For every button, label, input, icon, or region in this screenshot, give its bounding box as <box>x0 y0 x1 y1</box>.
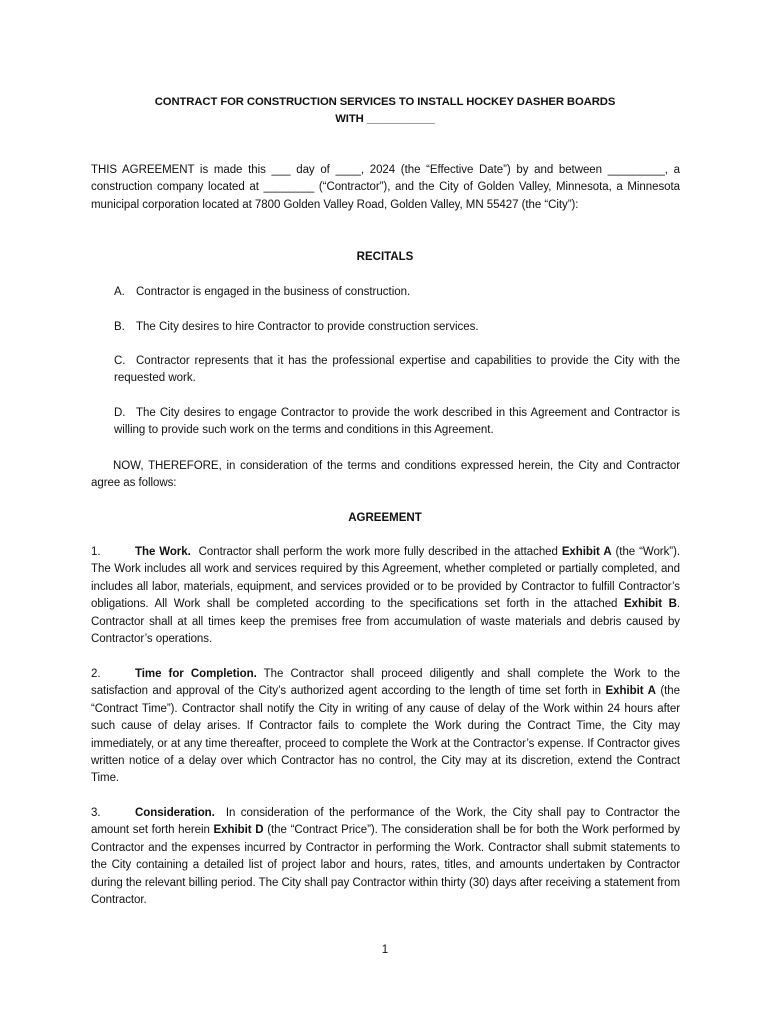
section-heading: The Work. <box>135 546 191 558</box>
section-number: 3. <box>91 807 101 819</box>
recital-text: The City desires to engage Contractor to provide the work described in this Agreement and Contractor is willing to provide such work on the terms and conditions in this Agreement. <box>114 407 680 437</box>
recital-b <box>114 319 680 336</box>
exhibit-reference: Exhibit D <box>213 824 264 837</box>
exhibit-reference: Exhibit A <box>605 685 656 698</box>
recitals-heading: RECITALS <box>356 251 414 263</box>
section-text: (the “Work”). The Work includes all work and services required by this Agreement, whether completed or partially completed, and includes all labor, materials, equipment, and services provided or to be provided by Contractor to fulfill Contractor’s obligations. All Work shall be completed according to the specifications set forth in the attached <box>91 546 680 611</box>
document-title-line-2: WITH ___________ <box>335 113 435 125</box>
recital-label: A. <box>114 286 125 298</box>
recital-label: B. <box>114 321 125 333</box>
section-heading: Time for Completion. <box>135 668 257 680</box>
recital-c <box>114 353 680 388</box>
recital-d <box>114 405 680 440</box>
recital-text: The City desires to hire Contractor to provide construction services. <box>136 321 479 333</box>
section-3-consideration <box>91 805 680 909</box>
section-text: . Contractor shall at all times keep the premises free from accumulation of waste materials and debris caused by Contractor’s operations. <box>91 598 680 646</box>
section-text: (the “Contract Time”). Contractor shall notify the City in writing of any cause of delay of the Work within 24 hours after such cause of delay arises. If Contractor fails to complete the Work during the Contract Time, the City may immediately, or at any time thereafter, proceed to complete the Work at the Contractor’s expense. If Contractor gives written notice of a delay over which Contractor has no control, the City may at its discretion, extend the Contract Time. <box>91 685 680 785</box>
intro-paragraph: THIS AGREEMENT is made this ___ day of ____, 2024 (the “Effective Date”) by and between _________, a construction company located at ________ (“Contractor”), and the City of Golden Valley, Minnesota, a Minnesota municipal corporation located at 7800 Golden Valley Road, Golden Valley, MN 55427 (the “City”): <box>91 164 680 211</box>
recital-text: Contractor represents that it has the professional expertise and capabilities to provide the City with the requested work. <box>114 355 680 385</box>
agreement-heading: AGREEMENT <box>348 512 422 524</box>
section-text: (the “Contract Price”). The consideration shall be for both the Work performed by Contractor and the expenses incurred by Contractor in performing the Work. Contractor shall submit statements to the City containing a detailed list of project labor and hours, rates, titles, and amounts undertaken by Contractor during the relevant billing period. The City shall pay Contractor within thirty (30) days after receiving a statement from Contractor. <box>91 824 680 907</box>
recital-a <box>114 284 680 301</box>
now-therefore-paragraph: NOW, THEREFORE, in consideration of the terms and conditions expressed herein, the City and Contractor agree as follows: <box>91 460 680 490</box>
section-number: 1. <box>91 546 101 558</box>
section-heading: Consideration. <box>135 807 215 819</box>
section-text: Contractor shall perform the work more fully described in the attached <box>198 546 558 558</box>
recital-label: D. <box>114 407 126 419</box>
page-number: 1 <box>381 944 389 956</box>
section-number: 2. <box>91 668 101 680</box>
section-2-time-for-completion <box>91 666 680 788</box>
section-1-the-work <box>91 544 680 648</box>
section-text: The Contractor shall proceed diligently and shall complete the Work to the satisfaction and approval of the City’s authorized agent according to the length of time set forth in <box>91 668 680 698</box>
recital-label: C. <box>114 355 126 367</box>
section-text: In consideration of the performance of the Work, the City shall pay to Contractor the amount set forth herein <box>91 807 680 837</box>
recital-text: Contractor is engaged in the business of construction. <box>136 286 411 298</box>
document-title-line-1: CONTRACT FOR CONSTRUCTION SERVICES TO INSTALL HOCKEY DASHER BOARDS <box>154 96 616 108</box>
exhibit-reference: Exhibit A <box>561 546 612 558</box>
exhibit-reference: Exhibit B <box>624 598 677 611</box>
